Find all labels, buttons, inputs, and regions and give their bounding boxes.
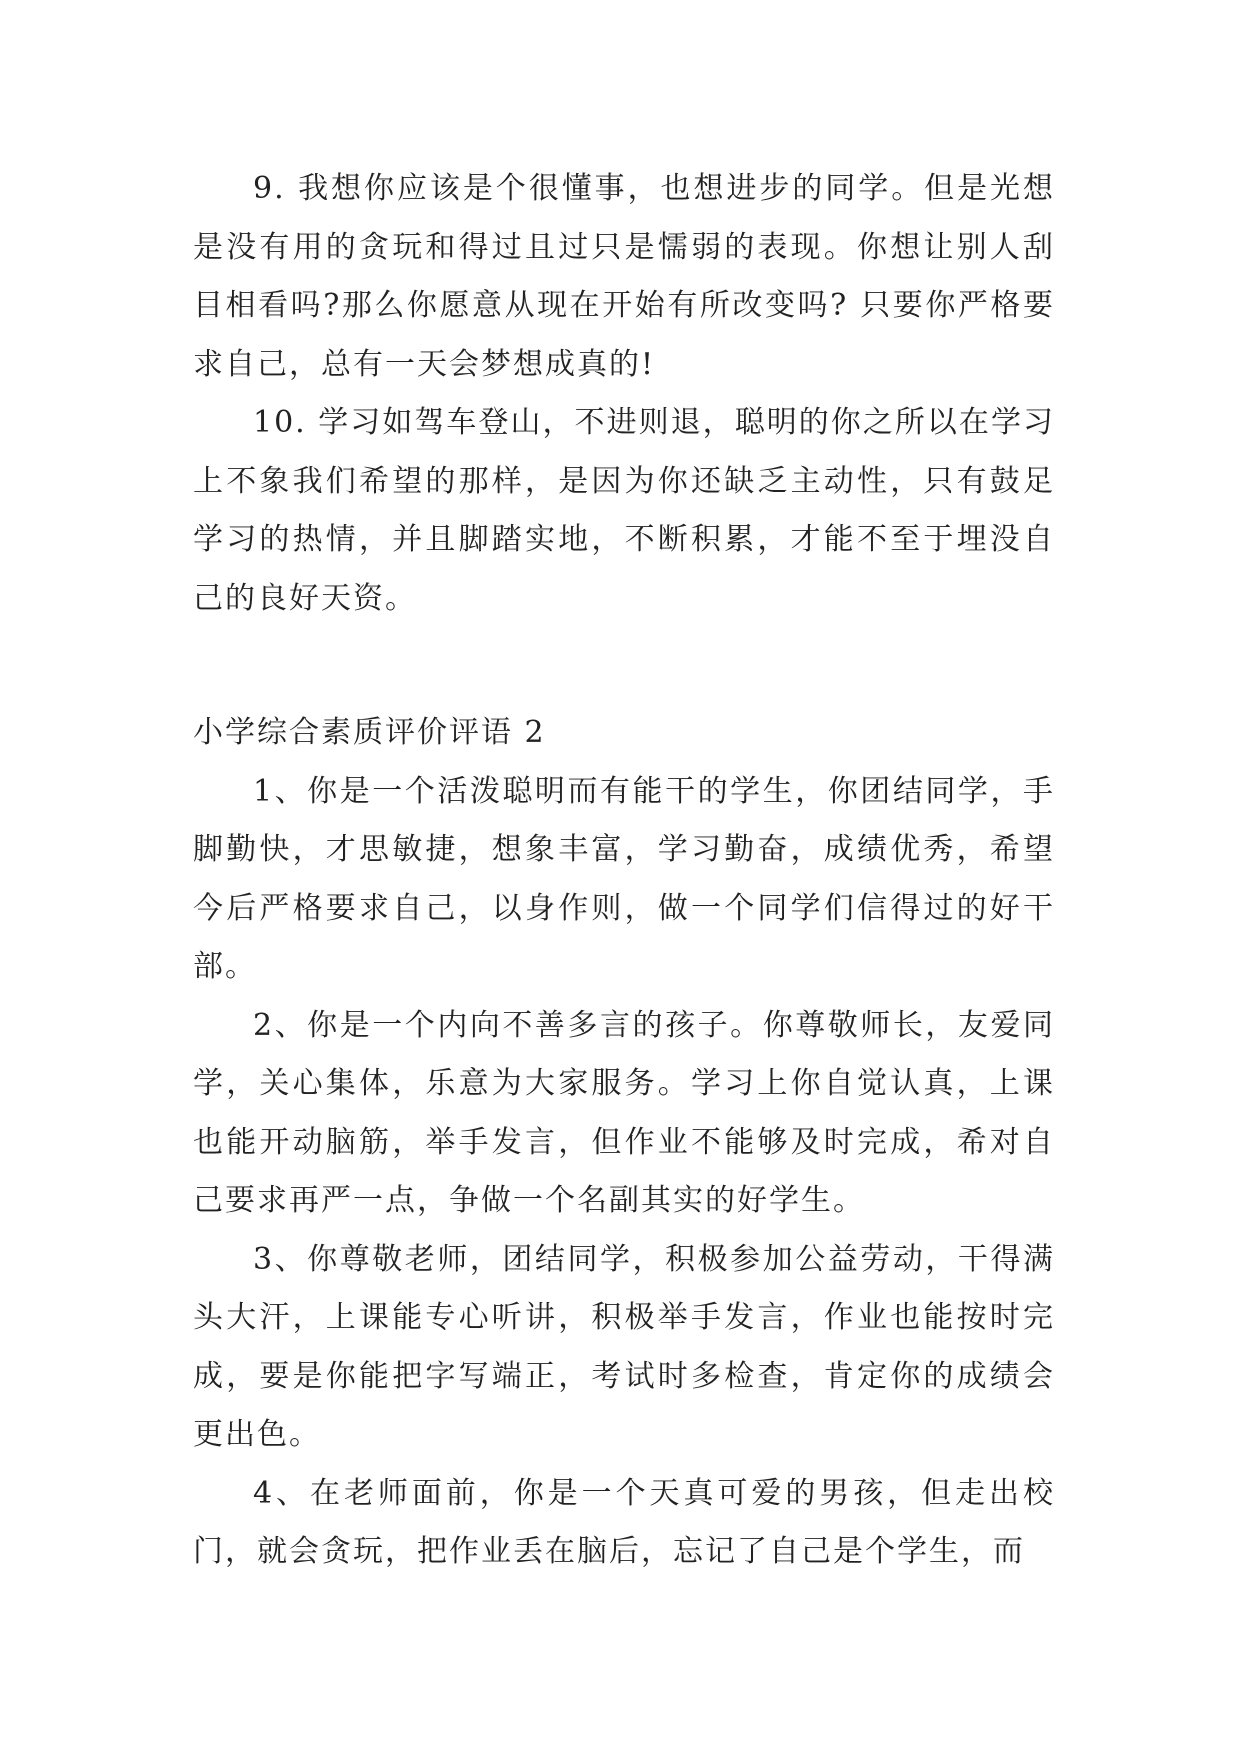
document-page [193, 160, 1055, 1582]
paragraph-item-3: 3、你尊敬老师，团结同学，积极参加公益劳动，干得满头大汗，上课能专心听讲，积极举手发言，作业也能按时完成，要是你能把字写端正，考试时多检查，肯定你的成绩会更出色。 [193, 1241, 1055, 1452]
paragraph-item-9: 9. 我想你应该是个很懂事，也想进步的同学。但是光想是没有用的贪玩和得过且过只是懦弱的表现。你想让别人刮目相看吗?那么你愿意从现在开始有所改变吗? 只要你严格要求自己，总有一天会梦想成真的! [193, 171, 1055, 382]
paragraph-item-2: 2、你是一个内向不善多言的孩子。你尊敬师长，友爱同学，关心集体，乐意为大家服务。学习上你自觉认真，上课也能开动脑筋，举手发言，但作业不能够及时完成，希对自己要求再严一点，争做一个名副其实的好学生。 [193, 1007, 1055, 1218]
paragraph-item-1: 1、你是一个活泼聪明而有能干的学生，你团结同学，手脚勤快，才思敏捷，想象丰富，学习勤奋，成绩优秀，希望今后严格要求自己，以身作则，做一个同学们信得过的好干部。 [193, 773, 1055, 984]
section-heading: 小学综合素质评价评语 2 [193, 715, 546, 750]
paragraph-item-10: 10. 学习如驾车登山，不进则退，聪明的你之所以在学习上不象我们希望的那样，是因为你还缺乏主动性，只有鼓足学习的热情，并且脚踏实地，不断积累，才能不至于埋没自己的良好天资。 [193, 405, 1055, 616]
paragraph-item-4: 4、在老师面前，你是一个天真可爱的男孩，但走出校门，就会贪玩，把作业丢在脑后，忘记了自己是个学生，而 [193, 1475, 1055, 1569]
